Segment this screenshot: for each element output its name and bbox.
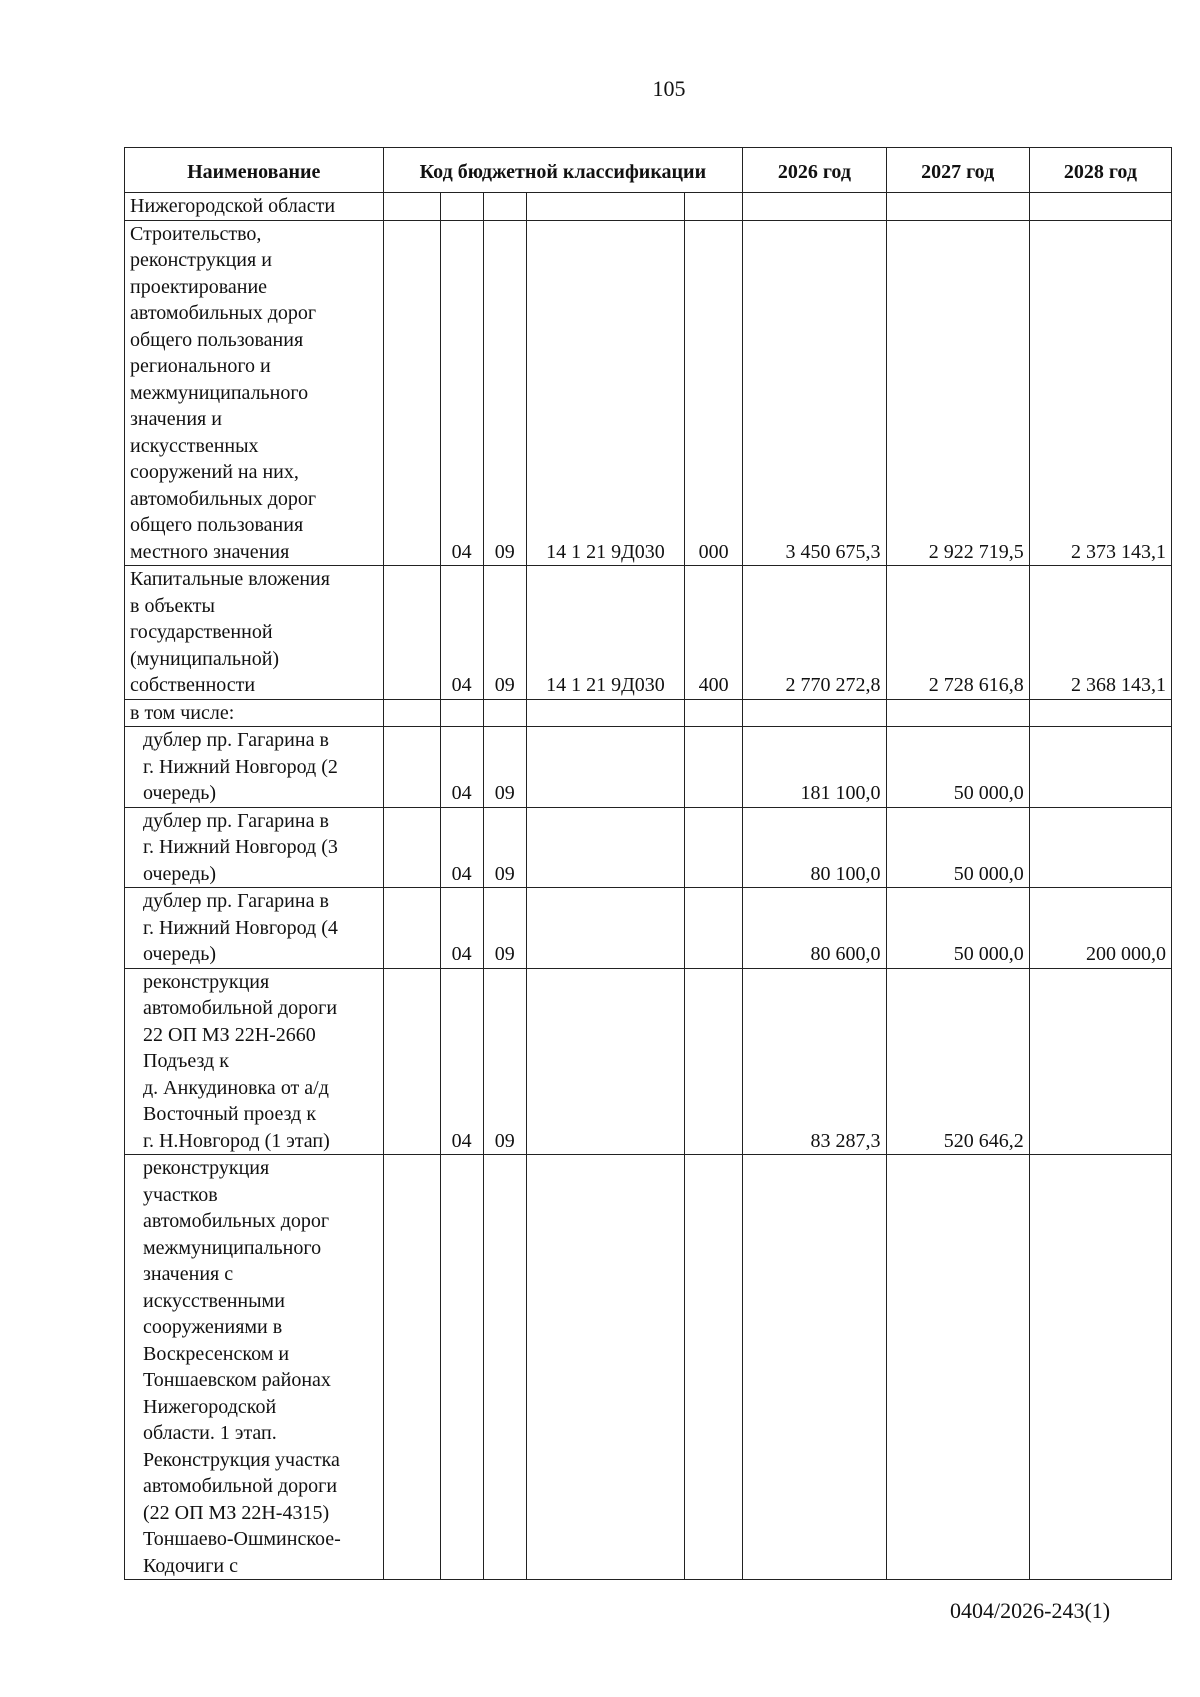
code-part-1	[383, 727, 440, 808]
code-target-article	[526, 1155, 684, 1580]
code-target-article: 14 1 21 9Д030	[526, 220, 684, 566]
code-target-article	[526, 193, 684, 221]
code-section	[440, 699, 483, 727]
code-subsection: 09	[483, 220, 526, 566]
code-subsection: 09	[483, 888, 526, 969]
header-code: Код бюджетной классификации	[383, 148, 743, 193]
code-part-1	[383, 220, 440, 566]
table-row	[125, 1155, 1172, 1580]
value-2026: 80 600,0	[743, 888, 886, 969]
code-subsection: 09	[483, 968, 526, 1155]
code-section	[440, 1155, 483, 1580]
value-2026: 3 450 675,3	[743, 220, 886, 566]
code-subsection	[483, 699, 526, 727]
value-2028	[1029, 699, 1171, 727]
code-subsection	[483, 193, 526, 221]
code-subsection	[483, 1155, 526, 1580]
code-expense-type	[685, 807, 743, 888]
code-part-1	[383, 566, 440, 700]
value-2027: 50 000,0	[886, 727, 1029, 808]
code-subsection: 09	[483, 566, 526, 700]
table-row	[125, 566, 1172, 700]
value-2026: 80 100,0	[743, 807, 886, 888]
value-2027: 520 646,2	[886, 968, 1029, 1155]
code-target-article	[526, 888, 684, 969]
code-expense-type	[685, 888, 743, 969]
header-name: Наименование	[125, 148, 384, 193]
page-number: 105	[652, 76, 686, 101]
value-2027: 2 728 616,8	[886, 566, 1029, 700]
value-2027	[886, 193, 1029, 221]
code-section: 04	[440, 888, 483, 969]
value-2028: 2 373 143,1	[1029, 220, 1171, 566]
code-part-1	[383, 699, 440, 727]
table-row	[125, 699, 1172, 727]
row-name: в том числе:	[125, 699, 384, 727]
code-subsection: 09	[483, 727, 526, 808]
table-row	[125, 220, 1172, 566]
row-name: реконструкция автомобильной дороги 22 ОП МЗ 22Н-2660 Подъезд к д. Анкудиновка от а/д Восточный проезд к г. Н.Новгород (1 этап)	[125, 968, 384, 1155]
header-2028: 2028 год	[1029, 148, 1171, 193]
code-section	[440, 193, 483, 221]
value-2028: 2 368 143,1	[1029, 566, 1171, 700]
value-2028	[1029, 968, 1171, 1155]
table-row	[125, 727, 1172, 808]
value-2026: 83 287,3	[743, 968, 886, 1155]
value-2027: 2 922 719,5	[886, 220, 1029, 566]
code-part-1	[383, 968, 440, 1155]
row-name: реконструкция участков автомобильных дорог межмуниципального значения с искусственными сооружениями в Воскресенском и Тоншаевском районах Нижегородской области. 1 этап. Реконструкция участка автомобильной дороги (22 ОП МЗ 22Н-4315) Тоншаево-Ошминское- Кодочиги с	[125, 1155, 384, 1580]
document-code: 0404/2026-243(1)	[950, 1598, 1111, 1623]
code-section: 04	[440, 968, 483, 1155]
value-2026: 181 100,0	[743, 727, 886, 808]
code-section: 04	[440, 727, 483, 808]
code-target-article	[526, 807, 684, 888]
code-part-1	[383, 193, 440, 221]
code-expense-type	[685, 968, 743, 1155]
value-2028	[1029, 807, 1171, 888]
code-target-article	[526, 699, 684, 727]
row-name: Капитальные вложения в объекты государственной (муниципальной) собственности	[125, 566, 384, 700]
code-target-article	[526, 727, 684, 808]
code-expense-type: 400	[685, 566, 743, 700]
budget-table	[124, 147, 1172, 1580]
code-section: 04	[440, 220, 483, 566]
code-expense-type: 000	[685, 220, 743, 566]
table-row	[125, 888, 1172, 969]
value-2026	[743, 699, 886, 727]
value-2028: 200 000,0	[1029, 888, 1171, 969]
value-2027	[886, 1155, 1029, 1580]
row-name: дублер пр. Гагарина в г. Нижний Новгород (4 очередь)	[125, 888, 384, 969]
value-2027: 50 000,0	[886, 888, 1029, 969]
code-section: 04	[440, 566, 483, 700]
value-2026	[743, 1155, 886, 1580]
code-part-1	[383, 888, 440, 969]
table-row	[125, 968, 1172, 1155]
code-subsection: 09	[483, 807, 526, 888]
header-2026: 2026 год	[743, 148, 886, 193]
value-2027	[886, 699, 1029, 727]
row-name: дублер пр. Гагарина в г. Нижний Новгород (3 очередь)	[125, 807, 384, 888]
value-2028	[1029, 193, 1171, 221]
header-2027: 2027 год	[886, 148, 1029, 193]
code-expense-type	[685, 1155, 743, 1580]
code-part-1	[383, 807, 440, 888]
code-expense-type	[685, 699, 743, 727]
code-section: 04	[440, 807, 483, 888]
value-2026	[743, 193, 886, 221]
code-part-1	[383, 1155, 440, 1580]
row-name: дублер пр. Гагарина в г. Нижний Новгород (2 очередь)	[125, 727, 384, 808]
code-expense-type	[685, 727, 743, 808]
value-2026: 2 770 272,8	[743, 566, 886, 700]
value-2028	[1029, 1155, 1171, 1580]
table-header-row	[125, 148, 1172, 193]
table-row	[125, 193, 1172, 221]
code-target-article	[526, 968, 684, 1155]
row-name: Строительство, реконструкция и проектирование автомобильных дорог общего пользования регионального и межмуниципального значения и искусственных сооружений на них, автомобильных дорог общего пользования местного значения	[125, 220, 384, 566]
row-name: Нижегородской области	[125, 193, 384, 221]
value-2027: 50 000,0	[886, 807, 1029, 888]
value-2028	[1029, 727, 1171, 808]
table-row	[125, 807, 1172, 888]
code-target-article: 14 1 21 9Д030	[526, 566, 684, 700]
code-expense-type	[685, 193, 743, 221]
